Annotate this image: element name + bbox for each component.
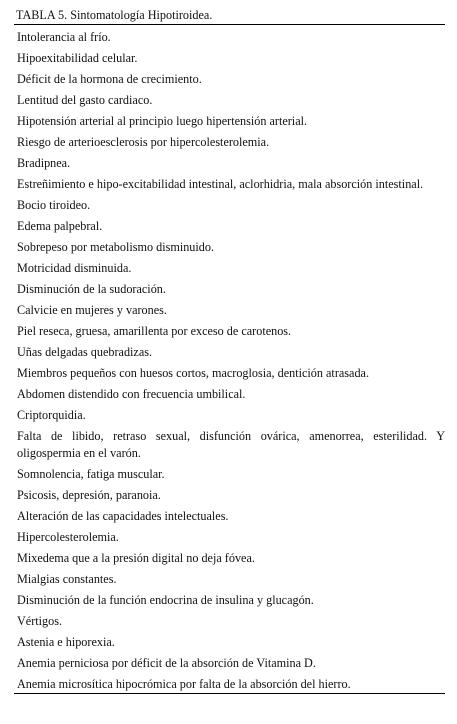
table-row: Vértigos. [17, 614, 63, 629]
table-row: Déficit de la hormona de crecimiento. [17, 71, 202, 86]
table-row: Falta de libido, retraso sexual, disfunción ovárica, amenorrea, esterilidad. Y oligospermia en el varón. [17, 428, 445, 461]
table-row: Calvicie en mujeres y varones. [17, 302, 167, 317]
table-row: Disminución de la función endocrina de insulina y glucagón. [17, 593, 314, 608]
table-row: Mialgias constantes. [17, 572, 117, 587]
table-row: Hipercolesterolemia. [17, 530, 119, 545]
table-row: Bradipnea. [17, 155, 71, 170]
table-row: Somnolencia, fatiga muscular. [17, 467, 165, 482]
table-row: Estreñimiento e hipo-excitabilidad intestinal, aclorhidria, mala absorción intestinal. [17, 176, 424, 191]
table-row: Psicosis, depresión, paranoia. [17, 488, 161, 503]
table-row: Criptorquidia. [17, 407, 86, 422]
table-row: Disminución de la sudoración. [17, 281, 166, 296]
table-row: Hipotensión arterial al principio luego hipertensión arterial. [17, 113, 308, 128]
table-row: Lentitud del gasto cardiaco. [17, 92, 153, 107]
table-row: Piel reseca, gruesa, amarillenta por exceso de carotenos. [17, 323, 292, 338]
table-row: Anemia microsítica hipocrómica por falta de la absorción del hierro. [17, 677, 351, 692]
table-row: Hipoexitabilidad celular. [17, 50, 138, 65]
table-row: Abdomen distendido con frecuencia umbilical. [17, 386, 246, 401]
table-row: Uñas delgadas quebradizas. [17, 344, 153, 359]
table-row: Sobrepeso por metabolismo disminuido. [17, 239, 215, 254]
symptom-list [14, 25, 445, 695]
table-row: Bocio tiroideo. [17, 197, 91, 212]
table-row: Riesgo de arterioesclerosis por hipercolesterolemia. [17, 134, 270, 149]
table-caption: TABLA 5. Sintomatología Hipotiroidea. [16, 8, 213, 22]
table-row: Astenia e hiporexia. [17, 635, 115, 650]
table-row: Motricidad disminuida. [17, 260, 132, 275]
table-row: Edema palpebral. [17, 218, 103, 233]
table-row: Miembros pequeños con huesos cortos, macroglosia, dentición atrasada. [17, 365, 369, 380]
table-row: Mixedema que a la presión digital no deja fóvea. [17, 551, 255, 566]
table-row: Alteración de las capacidades intelectuales. [17, 509, 229, 524]
table-row: Intolerancia al frío. [17, 30, 111, 44]
symptoms-table [14, 7, 445, 694]
table-row: Anemia perniciosa por déficit de la absorción de Vitamina D. [17, 656, 316, 671]
